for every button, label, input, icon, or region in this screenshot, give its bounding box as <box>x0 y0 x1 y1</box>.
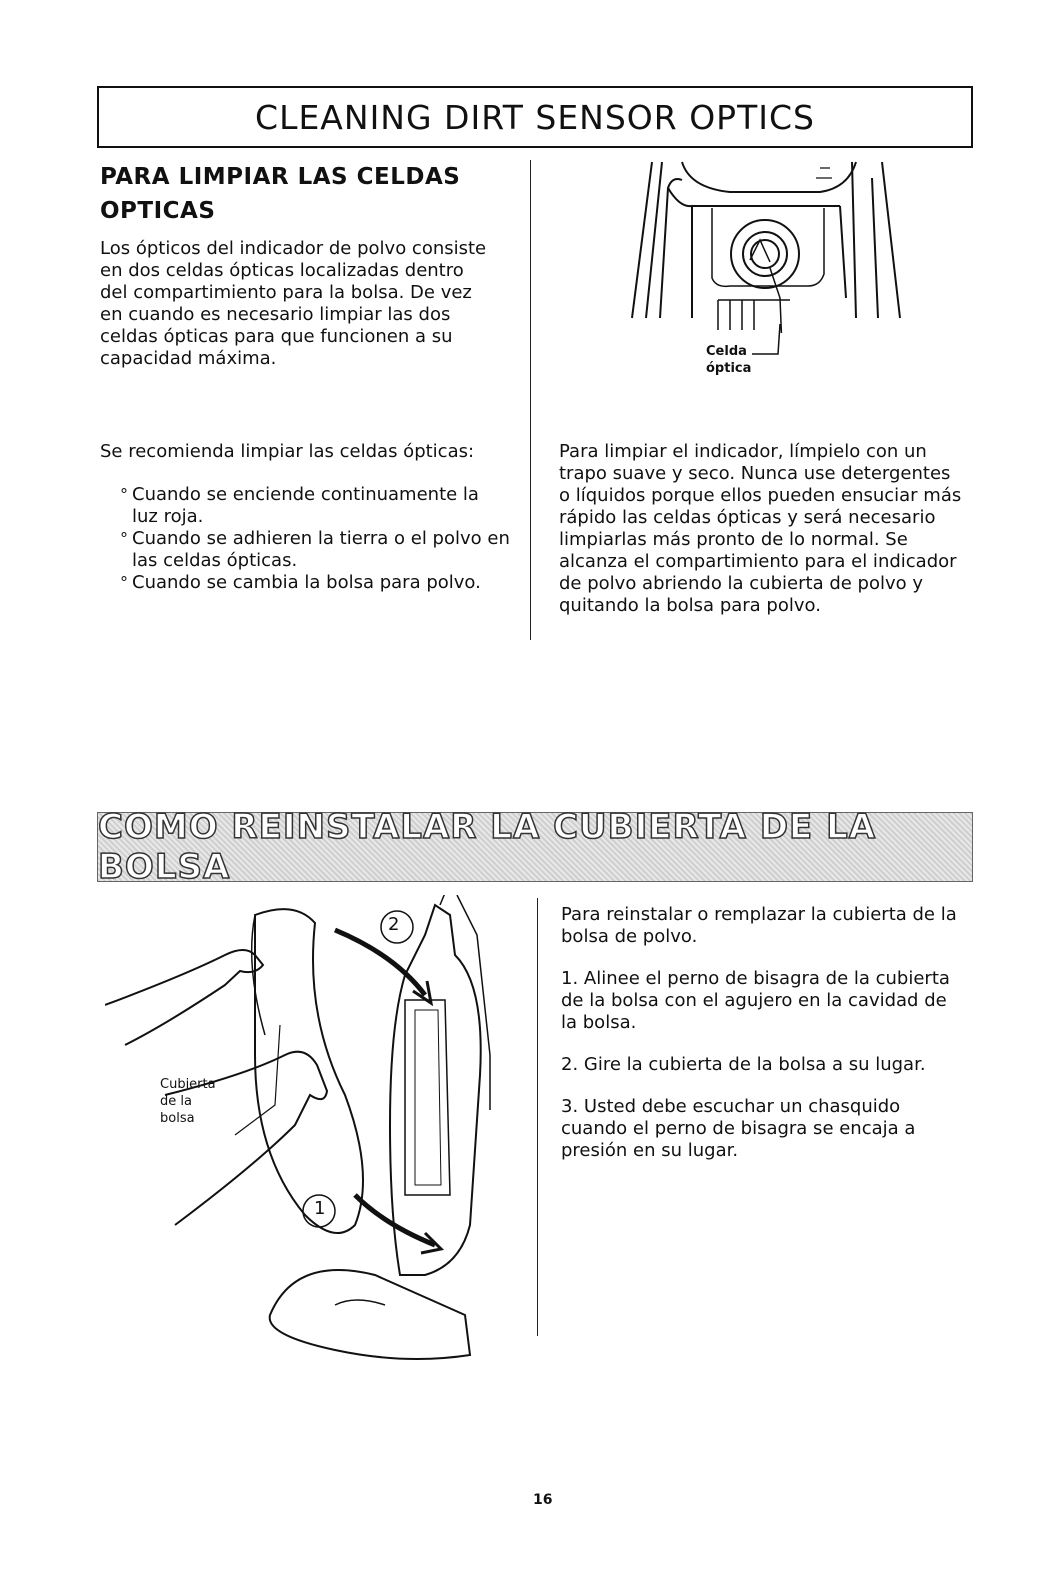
step-item: 3. Usted debe escuchar un chasquido cuando el perno de bisagra se encaja a presión en su lugar. <box>561 1096 916 1161</box>
figure-label-bag-cover <box>160 1076 216 1127</box>
heading-line-1: PARA LIMPIAR LAS CELDAS <box>100 164 461 190</box>
leader-line <box>748 320 788 360</box>
step-item: 1. Alinee el perno de bisagra de la cubierta de la bolsa con el agujero en la cavidad de la bolsa. <box>561 968 950 1033</box>
list-item: ° Cuando se adhieren la tierra o el polvo en las celdas ópticas. <box>110 528 510 572</box>
optical-cell-illustration <box>620 158 910 333</box>
banner-title: COMO REINSTALAR LA CUBIERTA DE LA BOLSA <box>98 807 877 887</box>
reinstall-instructions <box>561 904 966 1182</box>
bag-cover-illustration <box>105 895 525 1365</box>
cleaning-paragraph: Para limpiar el indicador, límpielo con un trapo suave y seco. Nunca use detergentes o líquidos porque ellos pueden ensuciar más rápido las celdas ópticas y será necesario limpiarlas más pronto de lo normal. Se alcanza el compartimiento para el indicador de polvo abriendo la cubierta de polvo y quitando la bolsa para polvo. <box>559 441 962 616</box>
step-item: 2. Gire la cubierta de la bolsa a su lugar. <box>561 1054 926 1075</box>
section-heading <box>100 160 530 228</box>
recommend-text: Se recomienda limpiar las celdas ópticas: <box>100 441 475 462</box>
recommend-list <box>110 484 510 594</box>
label-line-1: Cubierta <box>160 1077 216 1092</box>
banner-title: CLEANING DIRT SENSOR OPTICS <box>255 97 815 137</box>
intro-paragraph: Los ópticos del indicador de polvo consiste en dos celdas ópticas localizadas dentro del compartimiento para la bolsa. De vez en cuando es necesario limpiar las dos celdas ópticas para que funcionen a su capacidad máxima. <box>100 238 487 369</box>
section-banner-cleaning-optics <box>97 86 973 148</box>
label-line-1: Celda <box>706 344 747 359</box>
callout-1: 1 <box>314 1198 326 1219</box>
figure-label-optical-cell <box>706 343 751 377</box>
page-number: 16 <box>533 1492 553 1508</box>
list-item: ° Cuando se cambia la bolsa para polvo. <box>110 572 510 594</box>
column-divider <box>530 160 531 640</box>
label-line-2: de la <box>160 1094 192 1109</box>
label-line-2: óptica <box>706 361 752 376</box>
column-divider <box>537 898 538 1336</box>
list-item: ° Cuando se enciende continuamente la luz roja. <box>110 484 510 528</box>
heading-line-2: OPTICAS <box>100 198 216 224</box>
reinstall-intro: Para reinstalar o remplazar la cubierta de la bolsa de polvo. <box>561 904 957 947</box>
section-banner-reinstall-cover <box>97 807 973 887</box>
label-line-3: bolsa <box>160 1111 195 1126</box>
callout-2: 2 <box>388 914 400 935</box>
